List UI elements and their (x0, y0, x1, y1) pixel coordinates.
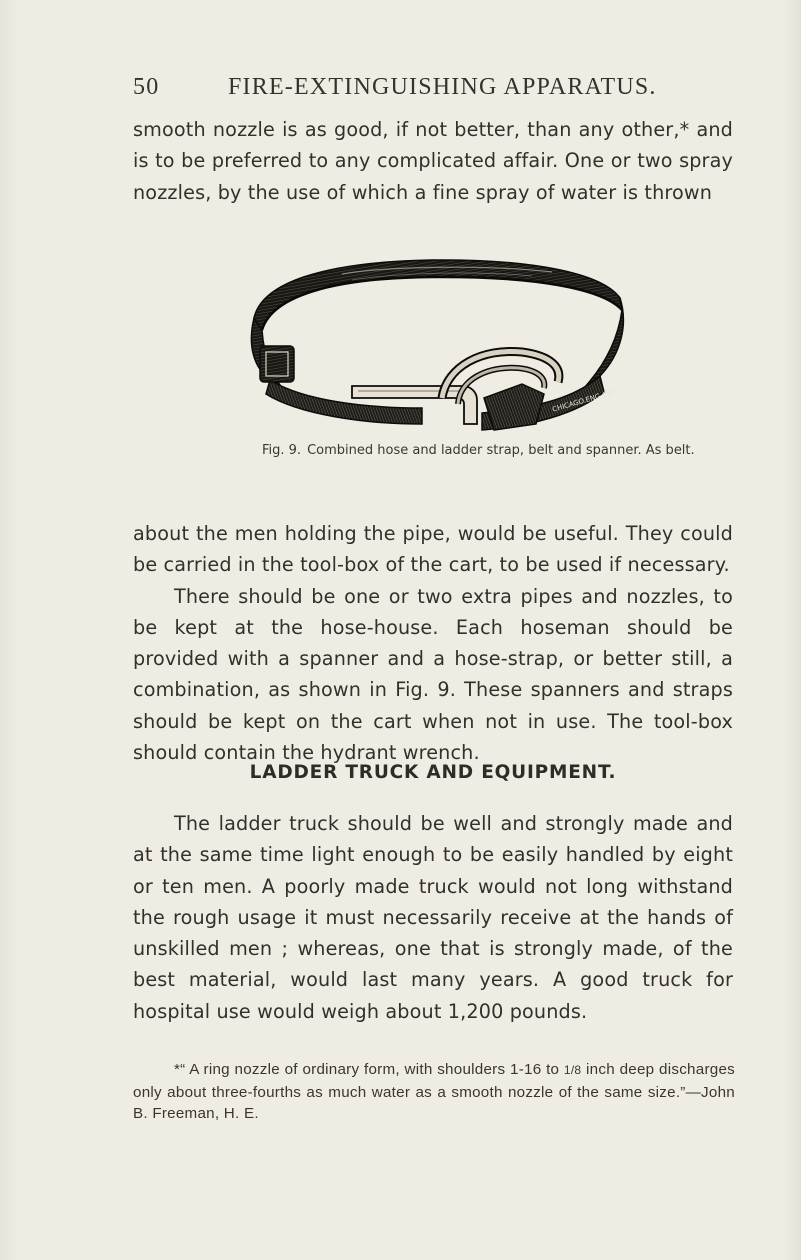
figure-caption-text: Combined hose and ladder strap, belt and spanner. As belt. (307, 443, 695, 458)
paragraph-2-line-1: about the men holding the pipe, would be useful. They could be carried in the tool-box of the cart, to be used if necessary. (133, 522, 733, 577)
paragraph-3 (133, 808, 733, 1027)
hose-strap-illustration (232, 248, 632, 438)
footnote-text-start: *“ A ring nozzle of ordinary form, with shoulders 1-16 to (174, 1061, 564, 1078)
section-heading: LADDER TRUCK AND EQUIPMENT. (249, 762, 617, 783)
page-number: 50 (133, 74, 160, 100)
paragraph-1-text: smooth nozzle is as good, if not better, than any other,* and is to be preferred to any complicated affair. One or two spray nozzles, by the use of which a fine spray of water is thrown (133, 118, 733, 204)
figure-caption (262, 443, 695, 458)
paragraph-2 (133, 518, 733, 768)
running-title: FIRE-EXTINGUISHING APPARATUS. (228, 74, 657, 100)
page-header (133, 74, 693, 108)
paragraph-3-text: The ladder truck should be well and strongly made and at the same time light enough to be easily handled by eight or ten men. A poorly made truck would not long withstand the rough usage it must necessarily receive at the hands of unskilled men ; whereas, one that is strongly made, of the best material, would last many years. A good truck for hospital use would weigh about 1,200 pounds. (133, 812, 733, 1023)
paragraph-1 (133, 114, 733, 208)
engraved-mark: CHICAGO.ENG.CO. (551, 388, 616, 414)
footnote-fraction: 1/8 (563, 1063, 582, 1077)
paragraph-2-line-2: There should be one or two extra pipes and nozzles, to be kept at the hose-house. Each hoseman should be provided with a spanner and a hose-strap, or better still, a combination, as shown in Fig. 9. These spanners and straps should be kept on the cart when not in use. The tool-box should contain the hydrant wrench. (133, 584, 733, 765)
figure-label: Fig. 9. (262, 443, 302, 458)
footnote-text-end: inch deep discharges only about three-fourths as much water as a smooth nozzle of the same size.”—John B. Freeman, H. E. (133, 1061, 735, 1122)
footnote (133, 1059, 735, 1125)
